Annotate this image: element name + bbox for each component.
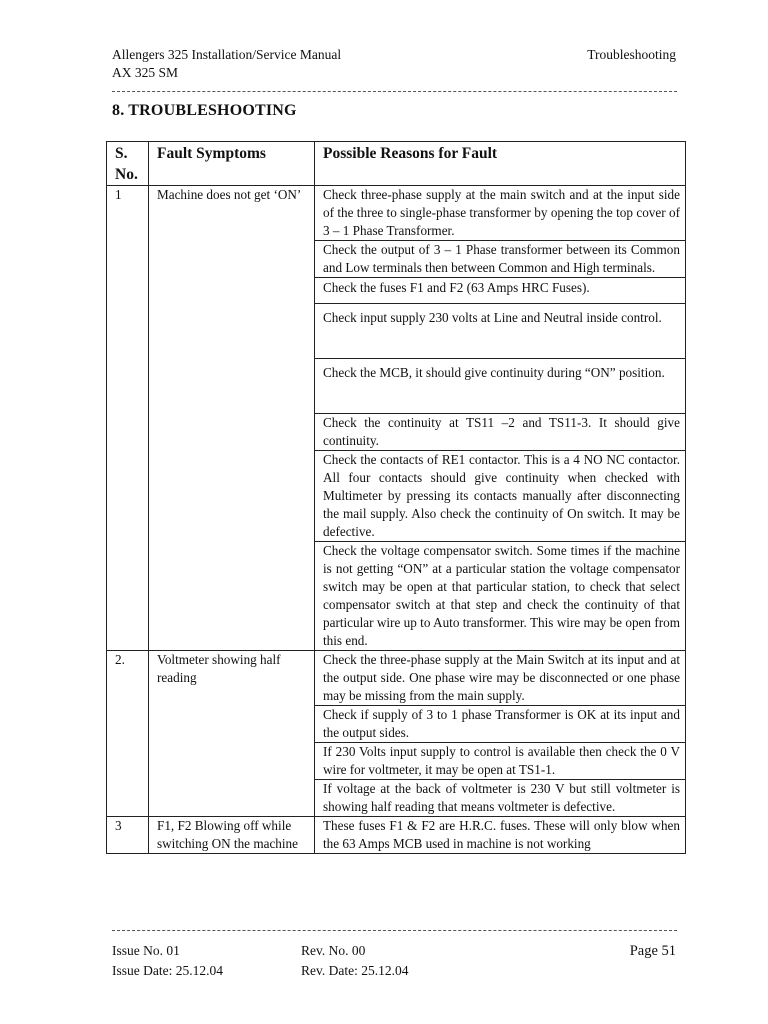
fault-symptom: Machine does not get ‘ON’ [149, 186, 315, 651]
fault-reason: Check the continuity at TS11 –2 and TS11-3. It should give continuity. [315, 414, 686, 451]
header-divider [112, 91, 677, 92]
footer-revision [301, 941, 408, 981]
footer-issue [112, 941, 223, 981]
serial-number: 3 [107, 817, 149, 854]
revision-number: Rev. No. 00 [301, 943, 366, 958]
fault-reason: If 230 Volts input supply to control is available then check the 0 V wire for voltmeter, it may be open at TS1-1. [315, 743, 686, 780]
fault-reason: Check the three-phase supply at the Main Switch at its input and at the output side. One phase wire may be disconnected or one phase may be missing from the main supply. [315, 651, 686, 706]
fault-symptom: Voltmeter showing half reading [149, 651, 315, 817]
header-section-name: Troubleshooting [587, 47, 676, 62]
manual-title: Allengers 325 Installation/Service Manual [112, 47, 342, 62]
table-row [107, 651, 686, 706]
fault-reason: Check the voltage compensator switch. Some times if the machine is not getting “ON” at a particular station the voltage compensator switch may be open at that particular station, to check that select compensator switch at that step and check the continuity of that particular wire up to Auto transformer. This wire may be open from this end. [315, 542, 686, 651]
fault-reason: Check the contacts of RE1 contactor. This is a 4 NO NC contactor. All four contacts should give continuity when checked with Multimeter by pressing its contacts manually after disconnecting the mail supply. Also check the continuity of On switch. It may be defective. [315, 451, 686, 542]
column-header-reasons: Possible Reasons for Fault [315, 142, 686, 186]
fault-reason: Check the fuses F1 and F2 (63 Amps HRC Fuses). [315, 278, 686, 304]
footer-page [630, 941, 676, 961]
fault-reason: If voltage at the back of voltmeter is 230 V but still voltmeter is showing half reading that means voltmeter is defective. [315, 780, 686, 817]
issue-number: Issue No. 01 [112, 943, 180, 958]
fault-reason: Check if supply of 3 to 1 phase Transformer is OK at its input and the output sides. [315, 706, 686, 743]
fault-reason: Check the MCB, it should give continuity during “ON” position. [315, 359, 686, 414]
serial-number: 1 [107, 186, 149, 651]
fault-reason: Check the output of 3 – 1 Phase transformer between its Common and Low terminals then between Common and High terminals. [315, 241, 686, 278]
revision-date: Rev. Date: 25.12.04 [301, 963, 409, 978]
fault-reason: These fuses F1 & F2 are H.R.C. fuses. These will only blow when the 63 Amps MCB used in machine is not working [315, 817, 686, 854]
table-row [107, 186, 686, 241]
troubleshooting-table [106, 141, 686, 854]
column-header-symptoms: Fault Symptoms [149, 142, 315, 186]
fault-reason: Check input supply 230 volts at Line and Neutral inside control. [315, 304, 686, 359]
footer-divider [112, 930, 677, 931]
document-code: AX 325 SM [112, 65, 179, 80]
page-number: Page 51 [629, 943, 676, 959]
serial-number: 2. [107, 651, 149, 817]
page-header [112, 46, 341, 82]
fault-symptom: F1, F2 Blowing off while switching ON the machine [149, 817, 315, 854]
table-header-row [107, 142, 686, 186]
table-row [107, 817, 686, 854]
fault-reason: Check three-phase supply at the main switch and at the input side of the three to single-phase transformer by opening the top cover of 3 – 1 Phase Transformer. [315, 186, 686, 241]
column-header-sno: S. No. [107, 142, 149, 186]
section-title: 8. TROUBLESHOOTING [112, 102, 297, 119]
issue-date: Issue Date: 25.12.04 [112, 963, 223, 978]
